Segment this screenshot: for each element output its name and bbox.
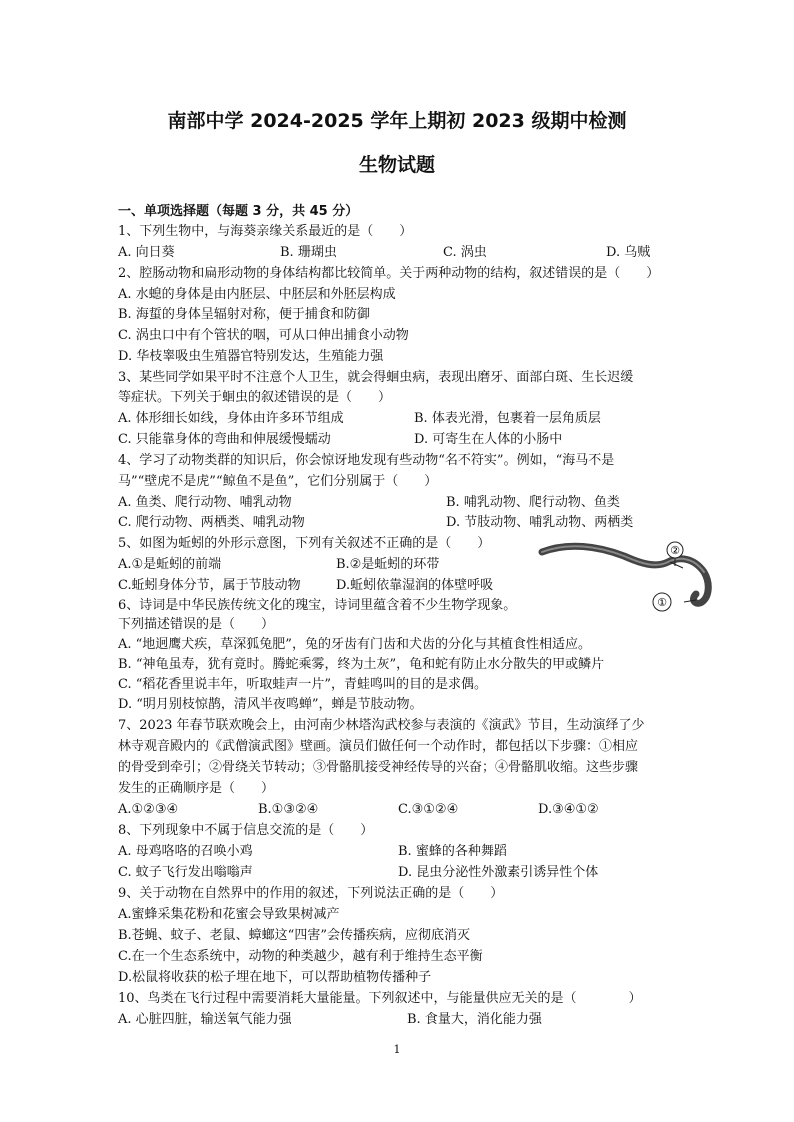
- q4-option-b: B. 哺乳动物、爬行动物、鱼类: [446, 495, 620, 510]
- q9-option-a: A.蜜蜂采集花粉和花蜜会导致果树减产: [118, 907, 340, 922]
- q5-option-b: B.②是蚯蚓的环带: [336, 557, 440, 572]
- q3-stem-line1: 3、某些同学如果平时不注意个人卫生，就会得蛔虫病，表现出磨牙、面部白斑、生长迟缓: [118, 370, 634, 385]
- q7-stem-line1: 7、2023 年春节联欢晚会上，由河南少林塔沟武校参与表演的《演武》节目，生动演绎了少: [118, 718, 645, 733]
- q6-stem-line2: 下列描述错误的是（ ）: [118, 617, 275, 632]
- q7-option-c: C.③①②④: [398, 802, 459, 817]
- q7-option-b: B.①③②④: [258, 802, 319, 817]
- q7-option-d: D.③④①②: [538, 802, 599, 817]
- q10-option-b: B. 食量大，消化能力强: [407, 1012, 542, 1027]
- q8-option-a: A. 母鸡咯咯的召唤小鸡: [118, 844, 253, 859]
- q6-option-a: A. “地迥鹰犬疾，草深狐兔肥”，兔的牙齿有门齿和犬齿的分化与其植食性相适应。: [118, 637, 591, 652]
- q4-option-a: A. 鱼类、爬行动物、哺乳动物: [118, 495, 292, 510]
- q2-option-d: D. 华枝睾吸虫生殖器官特别发达，生殖能力强: [118, 349, 384, 364]
- q1-option-c: C. 涡虫: [443, 245, 487, 260]
- q1-option-b: B. 珊瑚虫: [280, 245, 337, 260]
- q9-option-d: D.松鼠将收获的松子埋在地下，可以帮助植物传播种子: [118, 970, 432, 985]
- label-1: ①: [657, 596, 667, 609]
- q4-option-d: D. 节肢动物、哺乳动物、两栖类: [446, 515, 634, 530]
- q9-option-c: C.在一个生态系统中，动物的种类越少，越有利于维持生态平衡: [118, 949, 483, 964]
- q5-option-c: C.蚯蚓身体分节，属于节肢动物: [118, 578, 301, 593]
- q7-option-a: A.①②③④: [118, 802, 179, 817]
- q3-option-a: A. 体形细长如线，身体由许多环节组成: [118, 411, 344, 426]
- q3-option-b: B. 体表光滑，包裹着一层角质层: [414, 411, 601, 426]
- q8-option-c: C. 蚊子飞行发出嗡嗡声: [118, 865, 253, 880]
- earthworm-illustration: [538, 538, 718, 616]
- page-number: 1: [393, 1043, 401, 1056]
- q10-stem: 10、鸟类在飞行过程中需要消耗大量能量。下列叙述中，与能量供应无关的是（ ）: [118, 991, 642, 1006]
- q8-option-d: D. 昆虫分泌性外激素引诱异性个体: [398, 865, 599, 880]
- q5-option-d: D.蚯蚓依靠湿润的体壁呼吸: [336, 578, 494, 593]
- section-heading: 一、单项选择题（每题 3 分，共 45 分）: [118, 204, 359, 219]
- earthworm-figure: [538, 538, 718, 616]
- q7-stem-line2: 林寺观音殿内的《武僧演武图》壁画。演员们做任何一个动作时，都包括以下步骤：①相应: [118, 739, 639, 754]
- q8-option-b: B. 蜜蜂的各种舞蹈: [398, 844, 507, 859]
- q9-stem: 9、关于动物在自然界中的作用的叙述，下列说法正确的是（ ）: [118, 886, 504, 901]
- q3-option-c: C. 只能靠身体的弯曲和伸展缓慢蠕动: [118, 432, 331, 447]
- q4-stem-line1: 4、学习了动物类群的知识后，你会惊讶地发现有些动物“名不符实”。例如，“海马不是: [118, 453, 615, 468]
- q7-stem-line4: 发生的正确顺序是（ ）: [118, 781, 275, 796]
- q3-option-d: D. 可寄生在人体的小肠中: [414, 432, 563, 447]
- q6-option-c: C. “稻花香里说丰年，听取蛙声一片”，青蛙鸣叫的目的是求偶。: [118, 677, 488, 692]
- q8-stem: 8、下列现象中不属于信息交流的是（ ）: [118, 823, 374, 838]
- q7-stem-line3: 的骨受到牵引；②骨绕关节转动；③骨骼肌接受神经传导的兴奋；④骨骼肌收缩。这些步骤: [118, 760, 639, 775]
- q2-option-b: B. 海蜇的身体呈辐射对称，便于捕食和防御: [118, 307, 370, 322]
- q6-option-b: B. “神龟虽寿，犹有竟时。腾蛇乘雾，终为土灰”，龟和蛇有防止水分散失的甲或鳞片: [118, 657, 605, 672]
- q6-option-d: D. “明月别枝惊鹊，清风半夜鸣蝉”，蝉是节肢动物。: [118, 697, 423, 712]
- exam-subtitle: 生物试题: [358, 154, 435, 176]
- q6-stem-line1: 6、诗词是中华民族传统文化的瑰宝，诗词里蕴含着不少生物学现象。: [118, 598, 517, 613]
- q1-option-d: D. 乌贼: [606, 245, 651, 260]
- q2-option-c: C. 涡虫口中有个管状的咽，可从口伸出捕食小动物: [118, 328, 409, 343]
- q9-option-b: B.苍蝇、蚊子、老鼠、蟑螂这“四害”会传播疾病，应彻底消灭: [118, 928, 470, 943]
- q2-option-a: A. 水螅的身体是由内胚层、中胚层和外胚层构成: [118, 287, 396, 302]
- q5-stem: 5、如图为蚯蚓的外形示意图，下列有关叙述不正确的是（ ）: [118, 536, 491, 551]
- q4-option-c: C. 爬行动物、两栖类、哺乳动物: [118, 515, 305, 530]
- q1-stem: 1、下列生物中，与海葵亲缘关系最近的是（ ）: [118, 224, 413, 239]
- q5-option-a: A.①是蚯蚓的前端: [118, 557, 222, 572]
- q2-stem: 2、腔肠动物和扁形动物的身体结构都比较简单。关于两种动物的结构，叙述错误的是（ ）: [118, 266, 660, 281]
- exam-title: 南部中学 2024-2025 学年上期初 2023 级期中检测: [167, 110, 627, 132]
- q10-option-a: A. 心脏四脏，输送氧气能力强: [118, 1012, 292, 1027]
- q1-option-a: A. 向日葵: [118, 245, 175, 260]
- q3-stem-line2: 等症状。下列关于蛔虫的叙述错误的是（ ）: [118, 390, 392, 405]
- q4-stem-line2: 马”“壁虎不是虎”“鲸鱼不是鱼”，它们分别属于（ ）: [118, 474, 438, 489]
- label-2: ②: [670, 544, 680, 557]
